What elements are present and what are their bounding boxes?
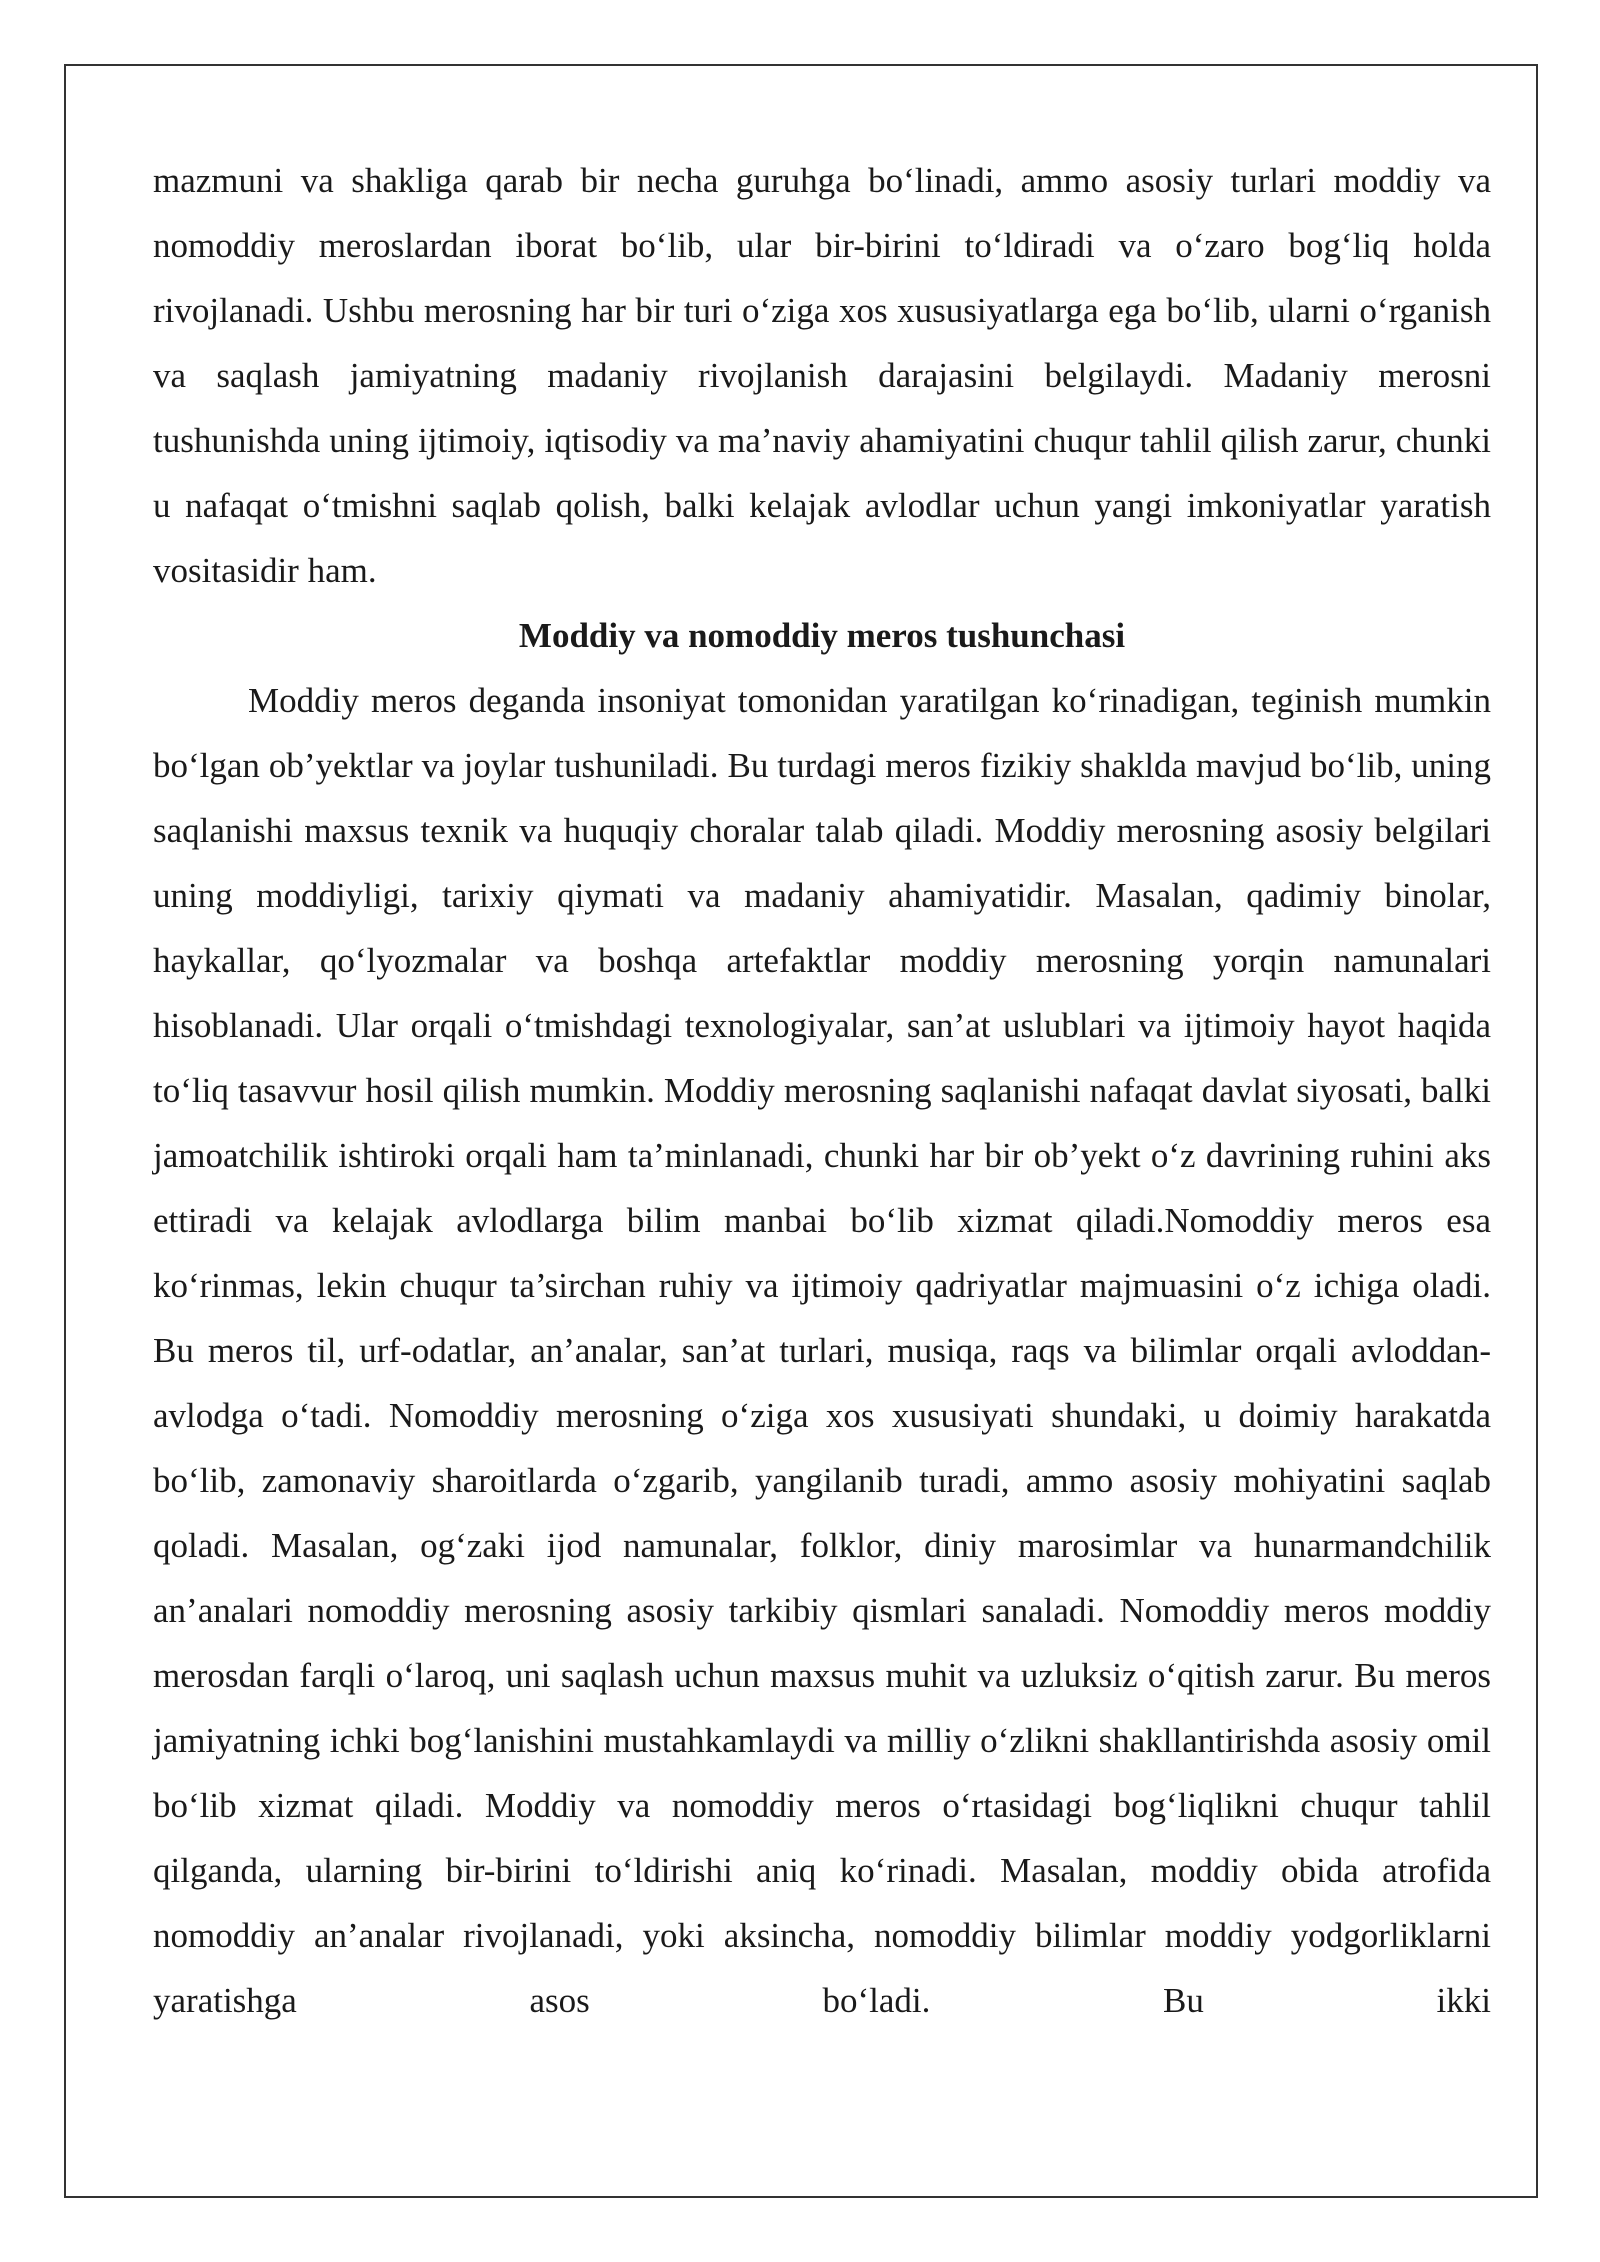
paragraph-intro-continuation: mazmuni va shakliga qarab bir necha guruhga bo‘linadi, ammo asosiy turlari moddiy va nomoddiy meroslardan iborat bo‘lib, ular bir-birini to‘ldiradi va o‘zaro bog‘liq holda rivojlanadi. Ushbu merosning har bir turi o‘ziga xos xususiyatlarga ega bo‘lib, ularni o‘rganish va saqlash jamiyatning madaniy rivojlanish darajasini belgilaydi. Madaniy merosni tushunishda uning ijtimoiy, iqtisodiy va ma’naviy ahamiyatini chuqur tahlil qilish zarur, chunki u nafaqat o‘tmishni saqlab qolish, balki kelajak avlodlar uchun yangi imkoniyatlar yaratish vositasidir ham. <box>153 161 1491 590</box>
section-heading: Moddiy va nomoddiy meros tushunchasi <box>518 616 1126 655</box>
paragraph-moddiy-meros: Moddiy meros deganda insoniyat tomonidan yaratilgan ko‘rinadigan, teginish mumkin bo‘lgan ob’yektlar va joylar tushuniladi. Bu turdagi meros fizikiy shaklda mavjud bo‘lib, uning saqlanishi maxsus texnik va huquqiy choralar talab qiladi. Moddiy merosning asosiy belgilari uning moddiyligi, tarixiy qiymati va madaniy ahamiyatidir. Masalan, qadimiy binolar, haykallar, qo‘lyozmalar va boshqa artefaktlar moddiy merosning yorqin namunalari hisoblanadi. Ular orqali o‘tmishdagi texnologiyalar, san’at uslublari va ijtimoiy hayot haqida to‘liq tasavvur hosil qilish mumkin. Moddiy merosning saqlanishi nafaqat davlat siyosati, balki jamoatchilik ishtiroki orqali ham ta’minlanadi, chunki har bir ob’yekt o‘z davrining ruhini aks ettiradi va kelajak avlodlarga bilim manbai bo‘lib xizmat qiladi.Nomoddiy meros esa ko‘rinmas, lekin chuqur ta’sirchan ruhiy va ijtimoiy qadriyatlar majmuasini o‘z ichiga oladi. Bu meros til, urf-odatlar, an’analar, san’at turlari, musiqa, raqs va bilimlar orqali avloddan-avlodga o‘tadi. Nomoddiy merosning o‘ziga xos xususiyati shundaki, u doimiy harakatda bo‘lib, zamonaviy sharoitlarda o‘zgarib, yangilanib turadi, ammo asosiy mohiyatini saqlab qoladi. Masalan, og‘zaki ijod namunalar, folklor, diniy marosimlar va hunarmandchilik an’analari nomoddiy merosning asosiy tarkibiy qismlari sanaladi. Nomoddiy meros moddiy merosdan farqli o‘laroq, uni saqlash uchun maxsus muhit va uzluksiz o‘qitish zarur. Bu meros jamiyatning ichki bog‘lanishini mustahkamlaydi va milliy o‘zlikni shakllantirishda asosiy omil bo‘lib xizmat qiladi. Moddiy va nomoddiy meros o‘rtasidagi bog‘liqlikni chuqur tahlil qilganda, ularning bir-birini to‘ldirishi aniq ko‘rinadi. Masalan, moddiy obida atrofida nomoddiy an’analar rivojlanadi, yoki aksincha, nomoddiy bilimlar moddiy yodgorliklarni yaratishga asos bo‘ladi. Bu ikki <box>153 681 1491 2020</box>
document-body <box>153 148 1491 2033</box>
